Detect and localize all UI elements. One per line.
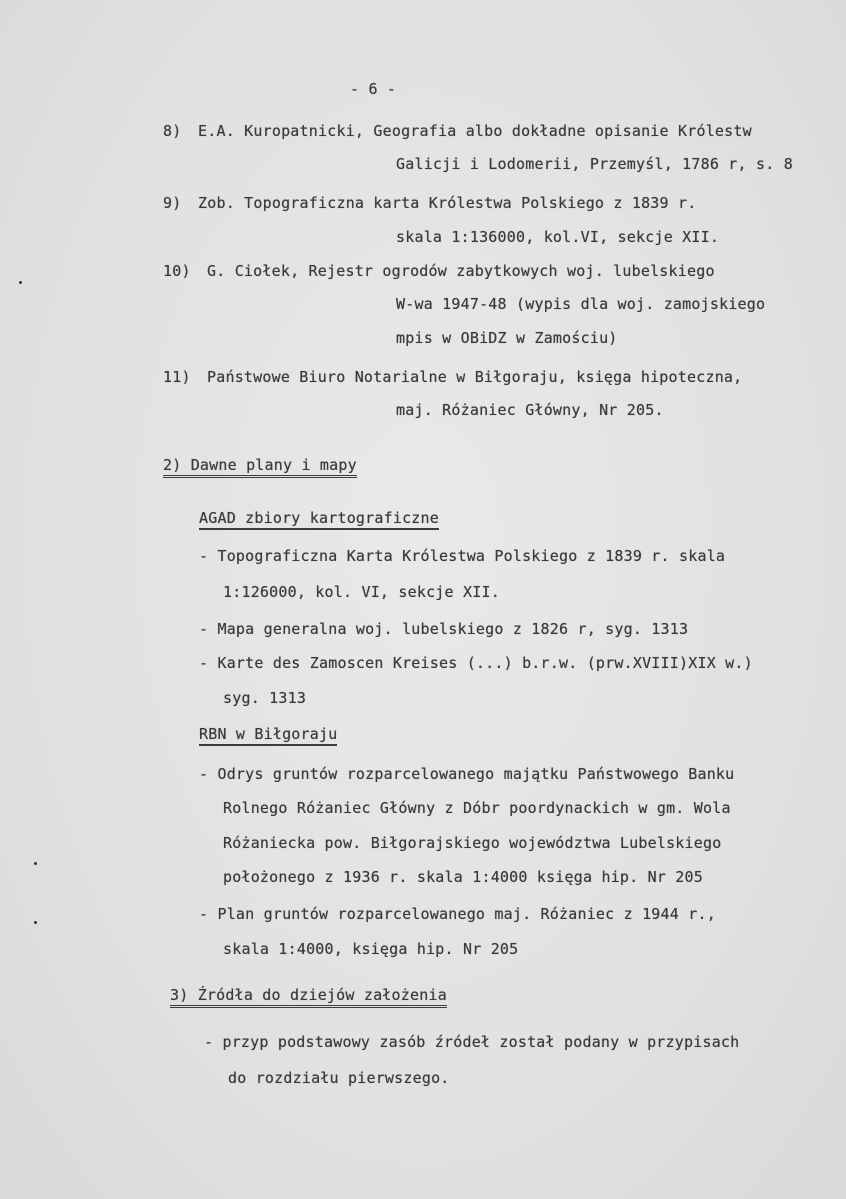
section-heading <box>163 456 357 474</box>
list-item: - przyp podstawowy zasób źródeł został podany w przypisach <box>204 1033 740 1051</box>
footnote-text: E.A. Kuropatnicki, Geografia albo dokładne opisanie Królestw <box>198 122 752 140</box>
footnote-text: maj. Różaniec Główny, Nr 205. <box>396 401 664 419</box>
section-heading-text: 3) Źródła do dziejów założenia <box>170 986 447 1008</box>
section-heading <box>170 986 447 1004</box>
footnote-number: 11) <box>163 368 191 386</box>
subsection-title <box>199 725 337 743</box>
section-heading-text: 2) Dawne plany i mapy <box>163 456 357 478</box>
scan-mark <box>34 862 37 865</box>
footnote-text: W-wa 1947-48 (wypis dla woj. zamojskiego <box>396 295 766 313</box>
scan-mark <box>34 921 37 924</box>
footnote-text: G. Ciołek, Rejestr ogrodów zabytkowych woj. lubelskiego <box>207 262 715 280</box>
list-item: - Plan gruntów rozparcelowanego maj. Różaniec z 1944 r., <box>199 905 716 923</box>
list-item: - Karte des Zamoscen Kreises (...) b.r.w. (prw.XVIII)XIX w.) <box>199 654 753 672</box>
list-item-continuation: syg. 1313 <box>223 689 307 707</box>
footnote-text: skala 1:136000, kol.VI, sekcje XII. <box>396 228 720 246</box>
footnote-text: Zob. Topograficzna karta Królestwa Polskiego z 1839 r. <box>198 194 697 212</box>
scan-mark <box>19 281 22 284</box>
subsection-title <box>199 509 439 527</box>
list-item-continuation: skala 1:4000, księga hip. Nr 205 <box>223 940 519 958</box>
footnote-number: 8) <box>163 122 182 140</box>
subsection-title-text: AGAD zbiory kartograficzne <box>199 509 439 530</box>
list-item: - Odrys gruntów rozparcelowanego majątku Państwowego Banku <box>199 765 735 783</box>
list-item-continuation: 1:126000, kol. VI, sekcje XII. <box>223 583 500 601</box>
footnote-number: 10) <box>163 262 191 280</box>
list-item-continuation: do rozdziału pierwszego. <box>228 1069 450 1087</box>
list-item-continuation: Różaniecka pow. Biłgorajskiego województwa Lubelskiego <box>223 834 722 852</box>
footnote-text: Państwowe Biuro Notarialne w Biłgoraju, księga hipoteczna, <box>207 368 743 386</box>
subsection-title-text: RBN w Biłgoraju <box>199 725 337 746</box>
list-item: - Mapa generalna woj. lubelskiego z 1826 r, syg. 1313 <box>199 620 689 638</box>
footnote-text: Galicji i Lodomerii, Przemyśl, 1786 r, s. 8 <box>396 155 793 173</box>
list-item-continuation: Rolnego Różaniec Główny z Dóbr poordynackich w gm. Wola <box>223 799 731 817</box>
list-item-continuation: położonego z 1936 r. skala 1:4000 księga hip. Nr 205 <box>223 868 703 886</box>
page-number: - 6 - <box>350 80 397 98</box>
footnote-number: 9) <box>163 194 182 212</box>
list-item: - Topograficzna Karta Królestwa Polskiego z 1839 r. skala <box>199 547 726 565</box>
footnote-text: mpis w OBiDZ w Zamościu) <box>396 329 618 347</box>
